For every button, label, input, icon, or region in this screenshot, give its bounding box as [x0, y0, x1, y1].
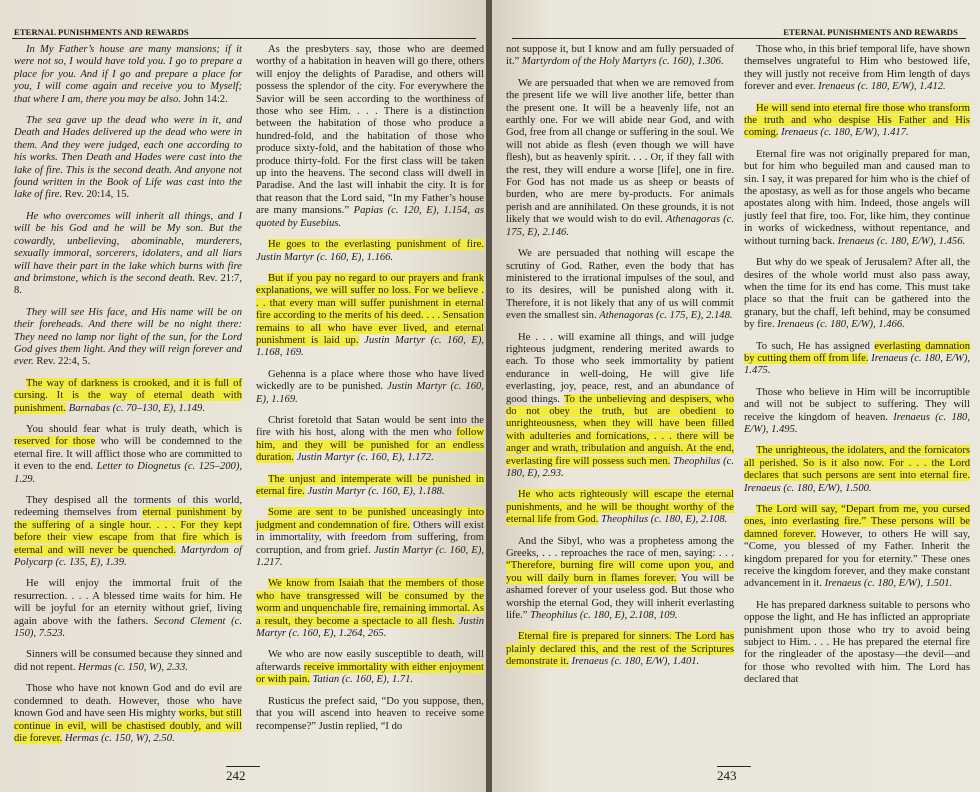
source-citation: Second Clement (c. 150), 7.523.: [14, 615, 242, 640]
source-citation: Athenagoras (c. 175, E), 2.146.: [506, 214, 734, 238]
left-column-1: [14, 44, 242, 754]
right-page: [492, 0, 980, 792]
highlighted-text: We know from Isaiah that the members of those who have transgressed will be consumed by the worm and unquenchable fire, remaining immortal. As a result, they become a spectacle to all flesh.: [256, 578, 484, 627]
highlighted-text: The unjust and intemperate will be punished in eternal fire.: [256, 473, 484, 497]
quote-text: As the presbyters say, those who are deemed worthy of a habitation in heaven will go there, others will enjoy the delights of Paradise, and others will possess the splendor of the city. For everywhere the Savior will be seen according to the worthiness of those who see Him. . . . There is a distinction between the habitation of those who produce a hundred-fold, and the habitation of those who produce sixty-fold, and the habitation of those who produce thirty-fold. For the first class will be taken up into the heavens. The second class will dwell in Paradise. And the last will inhabit the city. It is for that reason that the Lord said, “In my Father’s house are many mansions.”: [256, 44, 484, 217]
highlighted-text: works, but still continue in evil, will be chastised doubly, and will die forever.: [14, 708, 242, 744]
quotation: [256, 239, 484, 264]
quote-text: Gehenna is a place where those who have lived wickedly are to be punished.: [256, 368, 484, 393]
quote-text: not suppose it, but I know and am fully persuaded of it.”: [506, 44, 734, 68]
source-citation: Justin Martyr (c. 160, E), 1.188.: [307, 486, 445, 497]
quote-text: Rusticus the prefect said, “Do you suppose, then, that you will ascend into heaven to receive some recompense?” Justin replied, “I do: [256, 695, 484, 732]
source-citation: Martyrdom of the Holy Martyrs (c. 160), 1.306.: [521, 56, 724, 68]
highlighted-text: He goes to the everlasting punishment of fire.: [268, 239, 484, 251]
quotation: [14, 649, 242, 674]
quote-text: Others will exist in immortality, with freedom from suffering, from corruption, and from grief.: [256, 519, 484, 556]
highlighted-text: eternal punishment by the suffering of a single hour. . . . For they kept before their view escape from that fire which is eternal and will never be quenched.: [14, 507, 242, 556]
quotation: [506, 536, 734, 623]
verse-text: In My Father’s house are many mansions; if it were not so, I would have told you. I go to prepare a place for you. And if I go and prepare a place for you, I will come again and receive you to Myself; that where I am, there you may be also.: [14, 44, 242, 105]
source-citation: Irenaeus (c. 180, E/W), 1.401.: [571, 656, 700, 668]
source-citation: Irenaeus (c. 180, E/W), 1.456.: [837, 235, 966, 247]
highlighted-text: receive immortality with either enjoyment or with pain.: [256, 661, 485, 686]
running-head: ETERNAL PUNISHMENTS AND REWARDS: [783, 27, 958, 37]
verse-reference: John 14:2.: [180, 93, 228, 105]
quotation: [14, 378, 242, 415]
quote-text: who will be condemned to the eternal fire. It will afflict those who are committed to it even to the end.: [14, 436, 242, 473]
quote-text: Those who have not known God and do evil are condemned to death. However, those who have known God and have seen His mighty: [14, 683, 242, 720]
source-citation: Irenaeus (c. 180, E/W), 1.475.: [744, 352, 971, 377]
source-citation: Justin Martyr (c. 160, E), 1.166.: [256, 251, 394, 263]
quote-text: He has prepared darkness suitable to persons who oppose the light, and He has inflicted an appropriate punishment upon those who try to avoid being subject to Him. . . . He has prepared the eternal fire for the ringleader of the apostasy—the devil—and for those who revolted with him. The Lord has declared that: [744, 599, 970, 686]
quotation: [256, 649, 484, 686]
verse-reference: Rev. 22:4, 5.: [33, 356, 91, 368]
source-citation: Justin Martyr (c. 160, E), 1.264, 265.: [256, 615, 485, 640]
quotation: [744, 504, 970, 591]
quote-text: And the Sibyl, who was a prophetess among the Greeks, . . . reproaches the race of men, saying: . . .: [506, 535, 734, 560]
source-citation: Irenaeus (c. 180, E/W), 1.495.: [744, 411, 970, 435]
source-citation: Irenaeus (c. 180, E/W), 1.501.: [824, 578, 953, 590]
quote-text: Eternal fire was not originally prepared for man, but for him who beguiled man and caused man to sin. I say, it was prepared for him who is the chief of the apostasy, as well as for those angels who became apostates along with him. Indeed, those angels will justly feel that fire, too. For, like him, they continue in works of wickedness, without repentance, and without turning back.: [744, 148, 970, 247]
source-citation: Athenagoras (c. 175, E), 2.148.: [599, 310, 733, 322]
source-citation: Letter to Diognetus (c. 125–200), 1.29.: [14, 461, 242, 485]
quote-text: We who are now easily susceptible to death, will afterwards: [256, 649, 484, 673]
highlighted-text: He will send into eternal fire those who transform the truth and who despise His Father and His coming.: [744, 102, 970, 139]
source-citation: Papias (c. 120, E), 1.154, as quoted by Eusebius.: [256, 205, 484, 229]
quote-text: You should fear what is truly death, which is: [26, 423, 242, 435]
quote-text: Those who believe in Him will be incorruptible and will not be subject to suffering. They will receive the kingdom of heaven.: [744, 386, 970, 423]
highlighted-text: The unrighteous, the idolaters, and the fornicators all perished. So is it also now. For . . . the Lord declares that such persons are sent into eternal fire.: [744, 445, 970, 482]
source-citation: Theophilus (c. 180, E), 2.93.: [506, 455, 735, 479]
verse-reference: Rev. 21:7, 8.: [14, 272, 242, 297]
page-number: 242: [226, 766, 260, 782]
quotation: [256, 696, 484, 733]
quotation: [744, 44, 970, 94]
quote-text: Christ foretold that Satan would be sent into the fire with his host, along with the men who: [256, 414, 484, 439]
highlighted-text: Some are sent to be punished unceasingly into judgment and condemnation of fire.: [256, 507, 484, 531]
scripture-verse: [14, 211, 242, 298]
quotation: [256, 578, 484, 640]
quotation: [506, 248, 734, 322]
quotation: [256, 273, 484, 360]
quote-text: We are persuaded that when we are removed from the present life we will live another life, better than the present one. It will be a heavenly life, not an earthly one. For we will abide near God, and with God, free from all change or suffering in the soul. We will not abide as flesh (even though we will have flesh), but as heavenly spirit. . . . Or, if they fall with the rest, they will endure a worse [life], one in fire. For God has not made us as sheep or beasts of burden, who are mere by-products. For animals perish and are annihilated. On these grounds, it is not likely that we would wish to do evil.: [506, 77, 734, 226]
source-citation: Hermas (c. 150, W), 2.33.: [78, 661, 188, 673]
source-citation: Irenaeus (c. 180, E/W), 1.500.: [744, 482, 872, 494]
scripture-verse: [14, 115, 242, 202]
quote-text: Those who, in this brief temporal life, have shown themselves ungrateful to Him who bestowed life, they will justly not receive from Him length of days forever and ever.: [744, 44, 970, 93]
running-head: ETERNAL PUNISHMENTS AND REWARDS: [14, 27, 189, 37]
quotation: [744, 341, 970, 378]
page-number: 243: [717, 766, 751, 782]
header-rule: [12, 38, 476, 39]
quotation: [506, 332, 734, 481]
source-citation: Justin Martyr (c. 160, E), 1.217.: [256, 544, 484, 569]
highlighted-text: The Lord will say, “Depart from me, you cursed ones, into everlasting fire.” These persons will be damned forever.: [744, 504, 970, 540]
quotation: [14, 578, 242, 640]
quotation: [506, 631, 734, 668]
quote-text: Sinners will be consumed because they sinned and did not repent.: [14, 649, 242, 673]
scripture-verse: [14, 307, 242, 369]
source-citation: Justin Martyr (c. 160, E), 1.169.: [256, 381, 484, 405]
quote-text: We are persuaded that nothing will escape the scrutiny of God. Rather, even the body that has ministered to the irrational impulses of the soul, and to its desires, will be punished along with it. Therefore, it is not likely that any of us will commit even the smallest sin.: [506, 248, 734, 322]
highlighted-text: But if you pay no regard to our prayers and frank explanations, we will suffer no loss. For we believe . . . that every man will suffer punishment in eternal fire according to the merits of his deed. . . . Sensation remains to all who have ever lived, and eternal punishment is laid up.: [256, 272, 484, 346]
quotation: [744, 387, 970, 437]
source-citation: Martyrdom of Polycarp (c. 135, E), 1.39.: [14, 544, 242, 569]
quote-text: But why do we speak of Jerusalem? After all, the desires of the whole world must also pass away, when the time for its end has come. This must take place so that the fruit can be gathered into the granary, but the chaff, left behind, may be consumed by fire.: [744, 257, 970, 331]
header-rule: [512, 38, 966, 39]
source-citation: Tatian (c. 160, E), 1.71.: [312, 674, 414, 686]
quotation: [14, 495, 242, 569]
scripture-verse: [14, 44, 242, 106]
source-citation: Theophilus (c. 180, E), 2.108, 109.: [530, 610, 678, 622]
quote-text: They despised all the torments of this world, redeeming themselves from: [14, 495, 242, 519]
right-column-2: [744, 44, 970, 696]
left-column-2: [256, 44, 484, 742]
highlighted-text: reserved for those: [14, 436, 96, 448]
quote-text: You will be ashamed forever of your useless god. But those who worship the eternal God, they will inherit everlasting life.”: [506, 572, 734, 622]
highlighted-text: To the unbelieving and despisers, who do not obey the truth, but are obedient to unrighteousness, when they will have been filled with adulteries and fornications, . . . there will be anger and wrath, tribulation and anguish. At the end, everlasting fire will possess such men.: [506, 393, 734, 467]
quotation: [744, 149, 970, 248]
source-citation: Justin Martyr (c. 160, E), 1.172.: [296, 452, 434, 464]
quotation: [744, 445, 970, 495]
source-citation: Theophilus (c. 180, E), 2.108.: [601, 514, 728, 526]
quotation: [506, 78, 734, 239]
quotation: [506, 489, 734, 526]
left-page: [0, 0, 486, 792]
verse-text: He who overcomes will inherit all things, and I will be his God and he will be My son. But the cowardly, unbelieving, abominable, murderers, sexually immoral, sorcerers, idolaters, and all liars will have their part in the lake which burns with fire and brimstone, which is the second death.: [14, 210, 242, 284]
source-citation: Irenaeus (c. 180, E/W), 1.412.: [818, 81, 946, 93]
highlighted-text: everlasting damnation by cutting them off from life.: [744, 340, 970, 364]
verse-text: They will see His face, and His name will be on their foreheads. And there will be no night there: They need no lamp nor light of the sun, for the Lord God gives them light. And they will reign forever and ever.: [14, 306, 242, 368]
quotation: [256, 474, 484, 499]
source-citation: Hermas (c. 150, W), 2.50.: [64, 732, 175, 744]
quotation: [744, 600, 970, 687]
highlighted-text: He who acts righteously will escape the eternal punishments, and he will be thought worthy of the eternal life from God.: [506, 489, 734, 526]
source-citation: Barnabas (c. 70–130, E), 1.149.: [68, 402, 205, 414]
source-citation: Irenaeus (c. 180, E/W), 1.417.: [781, 127, 909, 139]
right-column-1: [506, 44, 734, 678]
quote-text: He . . . will examine all things, and will judge righteous judgment, rendering merited awards to each. To those who seek immortality by patient endurance in well-doing, He will give life everlasting, joy, peace, rest, and an abundance of good things.: [506, 331, 734, 405]
quotation: [744, 257, 970, 331]
quotation: [256, 44, 484, 230]
continued-quotation: [506, 44, 734, 69]
quote-text: To such, He has assigned: [756, 340, 875, 352]
source-citation: Justin Martyr (c. 160, E), 1.168, 169.: [256, 334, 484, 359]
quotation: [256, 507, 484, 569]
highlighted-text: The way of darkness is crooked, and it is full of cursing. It is the way of eternal death with punishment.: [14, 377, 242, 414]
quotation: [256, 415, 484, 465]
verse-text: The sea gave up the dead who were in it, and Death and Hades delivered up the dead who were in them. And they were judged, each one according to his works. Then Death and Hades were cast into the lake of fire. This is the second death. And anyone not found written in the Book of Life was cast into the lake of fire.: [14, 115, 242, 201]
quotation: [744, 103, 970, 140]
quote-text: He will enjoy the immortal fruit of the resurrection. . . . A blessed time waits for him. He will be joyful for an eternity without grief, living again above with the fathers.: [14, 578, 242, 627]
verse-reference: Rev. 20:14, 15.: [62, 189, 130, 201]
quotation: [14, 683, 242, 745]
quotation: [14, 424, 242, 486]
quotation: [256, 369, 484, 406]
source-citation: Irenaeus (c. 180, E/W), 1.466.: [777, 319, 905, 331]
quote-text: However, to others He will say, “Come, you blessed of my Father. Inherit the kingdom prepared for you for eternity.” These ones receive the kingdom forever, and they make constant advancement in it.: [744, 528, 970, 590]
highlighted-text: Eternal fire is prepared for sinners. The Lord has plainly declared this, and the rest of the Scriptures demonstrate it.: [506, 631, 734, 668]
highlighted-text: “Therefore, burning fire will come upon you, and you will daily burn in flames forever.: [506, 560, 734, 584]
highlighted-text: follow him, and they will be punished for an endless duration.: [256, 427, 484, 464]
